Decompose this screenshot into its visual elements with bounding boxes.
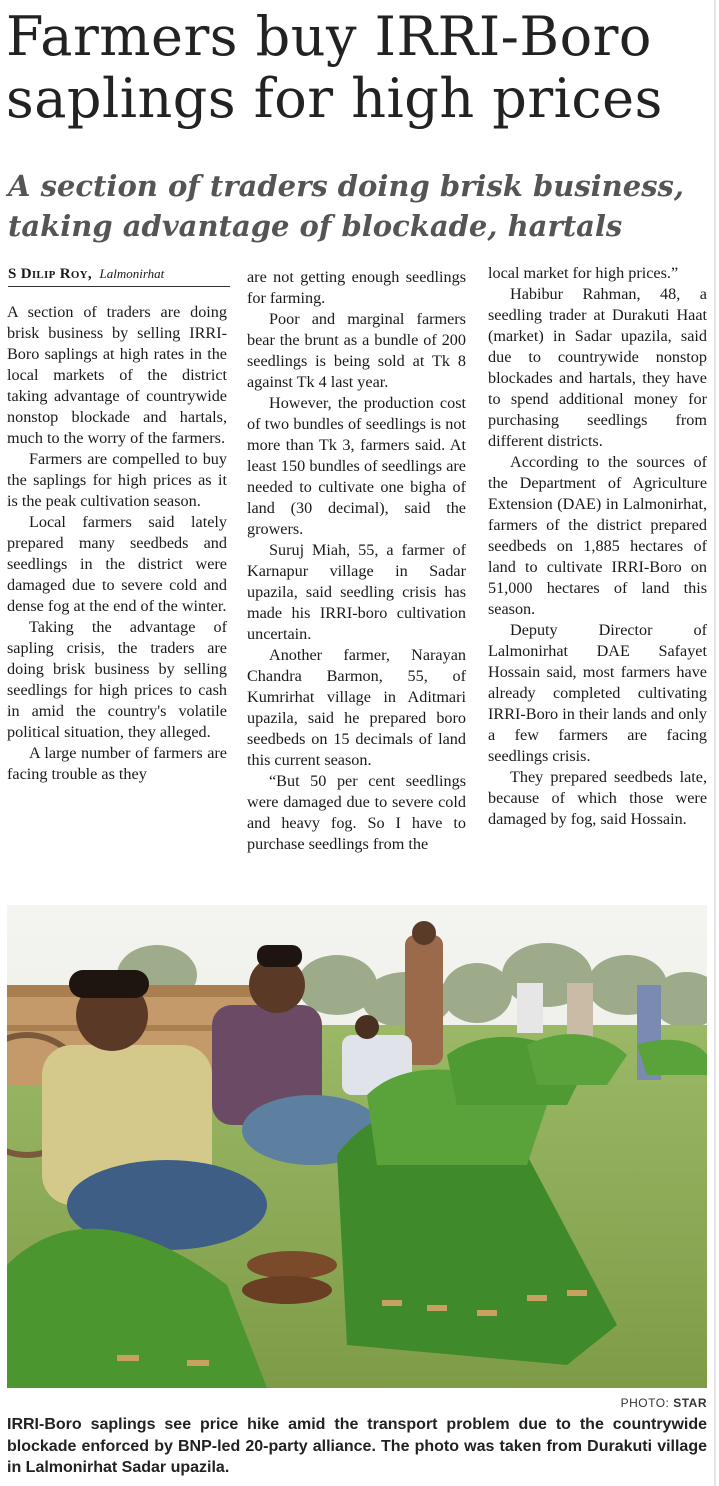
photo-caption: IRRI-Boro saplings see price hike amid the transport problem due to the countrywide blockade enforced by BNP-led 20-party alliance. The photo was taken from Durakuti village in Lalmonirhat Sadar upazila. (7, 1416, 707, 1476)
paragraph: “But 50 per cent seedlings were damaged due to severe cold and heavy fog. So I have to purchase seedlings from the (247, 772, 466, 853)
paragraph: They prepared seedbeds late, because of which those were damaged by fog, said Hossain. (488, 768, 707, 828)
subheadline: A section of traders doing brisk business, taking advantage of blockade, hartals (8, 169, 684, 243)
photo-credit-label: PHOTO: (620, 1396, 670, 1410)
paragraph: Poor and marginal farmers bear the brunt as a bundle of 200 seedlings is being sold at Tk 8 against Tk 4 last year. (247, 310, 466, 391)
article-column-2 (247, 267, 466, 855)
byline (8, 266, 230, 287)
seedling-market-illustration (7, 905, 707, 1388)
paragraph: Taking the advantage of sapling crisis, the traders are doing brisk business by selling seedlings for high prices to cash in amid the country's volatile political situation, they alleged. (7, 618, 227, 741)
byline-location: Lalmonirhat (99, 266, 165, 281)
paragraph: Farmers are compelled to buy the saplings for high prices as it is the peak cultivation season. (7, 450, 227, 510)
paragraph: Local farmers said lately prepared many seedbeds and seedlings in the district were damaged due to severe cold and dense fog at the end of the winter. (7, 513, 227, 615)
article-column-3 (488, 263, 707, 830)
paragraph: According to the sources of the Department of Agriculture Extension (DAE) in Lalmonirhat, farmers of the district prepared seedbeds on 1,885 hectares of land to cultivate IRRI-Boro on 51,000 hectares of land this season. (488, 453, 707, 618)
paragraph: Deputy Director of Lalmonirhat DAE Safayet Hossain said, most farmers have already completed cultivating IRRI-Boro in their lands and only a few farmers are facing seedlings crisis. (488, 621, 707, 765)
article-column-1 (7, 302, 227, 785)
paragraph: A large number of farmers are facing trouble as they (7, 744, 227, 783)
paragraph: Habibur Rahman, 48, a seedling trader at Durakuti Haat (market) in Sadar upazila, said due to countrywide nonstop blockades and hartals, they have to spend additional money for purchasing seedlings from different districts. (488, 285, 707, 450)
paragraph: local market for high prices.” (488, 264, 679, 282)
photo-credit (621, 1396, 707, 1410)
paragraph: A section of traders are doing brisk business by selling IRRI-Boro saplings at high rates in the local markets of the district taking advantage of countrywide nonstop blockade and hartals, much to the worry of the farmers. (7, 303, 227, 447)
headline: Farmers buy IRRI-Boro saplings for high prices (6, 5, 663, 130)
paragraph: However, the production cost of two bundles of seedlings is not more than Tk 3, farmers said. At least 150 bundles of seedlings are needed to cultivate one bigha of land (30 decimal), said the growers. (247, 394, 466, 538)
byline-author: S Dilip Roy, (8, 266, 92, 282)
paragraph: Another farmer, Narayan Chandra Barmon, 55, of Kumrirhat village in Aditmari upazila, said he prepared boro seedbeds on 15 decimals of land this current season. (247, 646, 466, 769)
page-edge-shadow (714, 0, 716, 1486)
photo-credit-source: STAR (673, 1396, 707, 1410)
paragraph: Suruj Miah, 55, a farmer of Karnapur village in Sadar upazila, said seedling crisis has made his IRRI-boro cultivation uncertain. (247, 541, 466, 643)
news-photo (7, 905, 707, 1388)
paragraph: are not getting enough seedlings for farming. (247, 268, 466, 307)
